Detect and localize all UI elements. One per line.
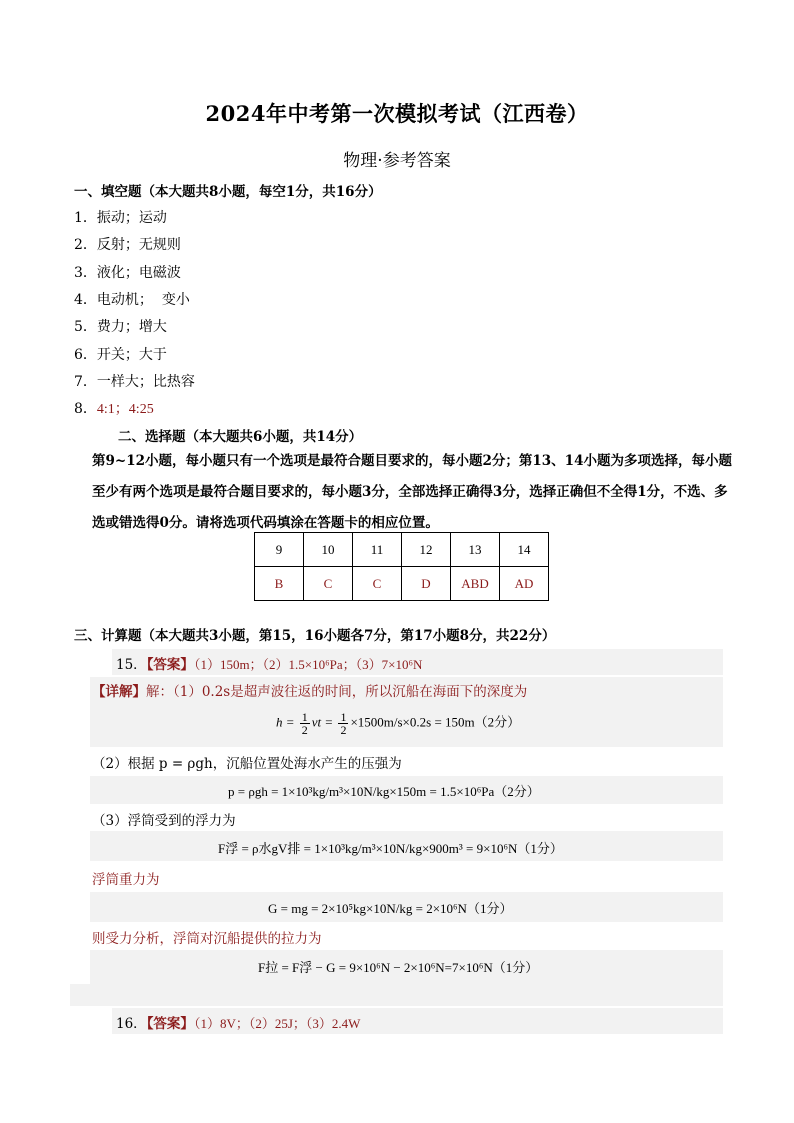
section3-heading: 三、计算题（本大题共3小题，第15，16小题各7分，第17小题8分，共22分） (74, 628, 556, 644)
table-cell: D (402, 567, 451, 601)
q15-part3-text: （3）浮筒受到的浮力为 (92, 813, 236, 829)
formula-gravity: G = mg = 2×10⁵kg×10N/kg = 2×10⁶N（1分） (268, 901, 513, 916)
formula-mid: vt = (311, 714, 337, 730)
q16-answer-text: （1）8V；（2）25J；（3）2.4W (193, 1016, 361, 1031)
table-cell: 11 (353, 533, 402, 567)
q15-detail (92, 680, 527, 700)
answer-3 (74, 262, 181, 282)
table-cell: C (353, 567, 402, 601)
table-cell: AD (500, 567, 549, 601)
table-cell: C (304, 567, 353, 601)
table-cell: 12 (402, 533, 451, 567)
answer-num: 1． (74, 210, 97, 226)
answer-tag: 【答案】 (146, 1016, 194, 1032)
answer-num: 6． (74, 347, 97, 363)
answer-1 (74, 207, 167, 227)
q15-answer (116, 653, 422, 673)
table-row-answers (255, 567, 549, 601)
page-title: 2024年中考第一次模拟考试（江西卷） (205, 101, 589, 126)
answer-num: 2． (74, 237, 97, 253)
detail-tag: 【详解】 (92, 684, 146, 700)
fraction-half: $\frac{1}{2}$ (340, 710, 347, 737)
formula-buoyancy: F浮 = ρ水gV排 = 1×10³kg/m³×10N/kg×900m³ = 9×10⁶N（1分） (218, 841, 563, 856)
table-cell: ABD (451, 567, 500, 601)
formula-tension: F拉 = F浮 − G = 9×10⁶N − 2×10⁶N=7×10⁶N（1分） (258, 960, 539, 975)
answer-2 (74, 234, 181, 254)
q15-part5-text: 则受力分析，浮筒对沉船提供的拉力为 (92, 931, 322, 947)
answer-num: 8． (74, 401, 97, 417)
answer-num: 4． (74, 292, 97, 308)
answer-text: 液化；电磁波 (96, 265, 181, 281)
answer-text: 电动机； 变小 (96, 292, 190, 308)
formula-pressure: p = ρgh = 1×10³kg/m³×10N/kg×150m = 1.5×10⁶Pa（2分） (228, 784, 540, 799)
answer-5 (74, 316, 167, 336)
answer-text: 振动；运动 (96, 210, 167, 226)
q16-answer (116, 1012, 360, 1032)
answer-4 (74, 289, 190, 309)
answer-text: 开关；大于 (96, 347, 167, 363)
formula-depth (276, 711, 520, 736)
section2-instructions: 第9~12小题，每小题只有一个选项是最符合题目要求的，每小题2分；第13、14小题为多项选择，每小题至少有两个选项是最符合题目要求的，每小题3分，全部选择正确得3分，选择正确但不全得1分，不选、多选或错选得0分。请将选项代码填涂在答题卡的相应位置。 (92, 453, 732, 531)
answer-text: 费力；增大 (96, 319, 167, 335)
table-cell: 9 (255, 533, 304, 567)
formula-lhs: h = (276, 714, 298, 730)
table-cell: B (255, 567, 304, 601)
detail-intro: 解：（1）0.2s是超声波往返的时间，所以沉船在海面下的深度为 (146, 684, 528, 700)
section2-heading: 二、选择题（本大题共6小题，共14分） (118, 429, 363, 445)
answer-num: 3． (74, 265, 97, 281)
q15-answer-text: （1）150m；（2）1.5×10⁶Pa；（3）7×10⁶N (193, 657, 423, 672)
table-cell: 13 (451, 533, 500, 567)
section1-heading: 一、填空题（本大题共8小题，每空1分，共16分） (74, 184, 382, 200)
table-row-numbers (255, 533, 549, 567)
answer-text: 反射；无规则 (96, 237, 181, 253)
table-cell: 14 (500, 533, 549, 567)
answer-text: 4:1；4:25 (96, 402, 154, 417)
answer-7 (74, 371, 195, 391)
table-cell: 10 (304, 533, 353, 567)
page-subtitle: 物理·参考答案 (343, 151, 451, 171)
q15-part2-text: （2）根据 p = ρgh，沉船位置处海水产生的压强为 (92, 756, 402, 772)
answer-8 (74, 398, 154, 418)
q15-num: 15． (116, 657, 147, 673)
fraction-half: $\frac{1}{2}$ (301, 710, 308, 737)
q16-num: 16． (116, 1016, 147, 1032)
answer-6 (74, 344, 167, 364)
answer-num: 7． (74, 374, 97, 390)
formula-rhs: ×1500m/s×0.2s = 150m（2分） (350, 714, 521, 730)
q15-part4-text: 浮筒重力为 (92, 872, 160, 888)
answer-text: 一样大；比热容 (96, 374, 195, 390)
answer-num: 5． (74, 319, 97, 335)
answer-tag: 【答案】 (146, 657, 194, 673)
shade-block (70, 984, 723, 1006)
answer-table (254, 532, 549, 601)
